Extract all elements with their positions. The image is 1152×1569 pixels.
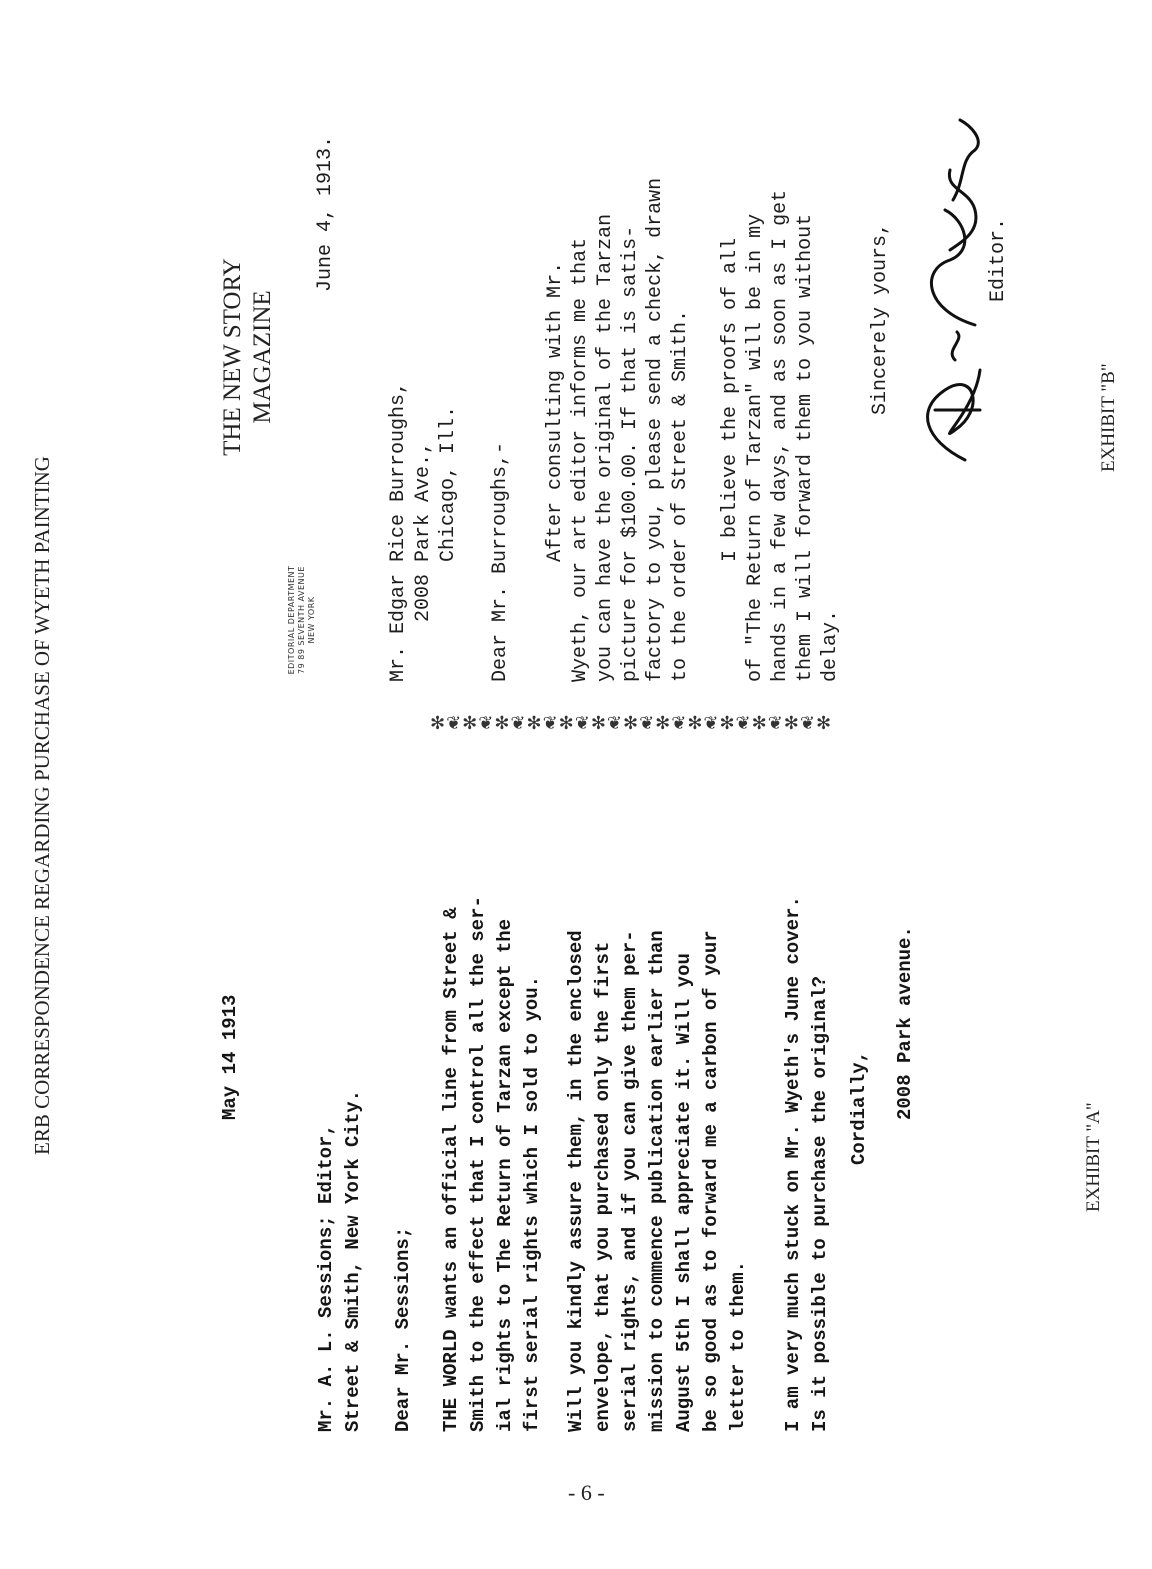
letter-a-paragraph-1 [438,896,546,1432]
letter-a-line: August 5th I shall appreciate it. Will you [673,953,695,1432]
letter-a-line: first serial rights which I sold to you. [521,975,543,1432]
letter-a-addressee-line: Street & Smith, New York City. [342,1089,364,1432]
letter-a-address: 2008 Park avenue. [894,926,916,1120]
letterhead-title-line: MAGAZINE [249,290,276,424]
letter-a-line: mission to commence publication earlier than [646,930,668,1432]
letter-b-line: hands in a few days, and as soon as I get [769,189,792,682]
letter-b-line: to the order of Street & Smith. [669,309,692,682]
letter-b-line: factory to you, please send a check, drawn [644,177,667,682]
letter-a-line: envelope, that you purchased only the first [592,941,614,1432]
letter-a-date: May 14 1913 [219,994,241,1120]
letter-b-salutation: Dear Mr. Burroughs,- [489,441,512,682]
handwritten-signature [905,110,995,470]
ornamental-divider: ✻❦✻❦✻❦✻❦✻❦✻❦✻❦✻❦✻❦✻❦✻❦✻❦✻ [430,713,833,734]
letter-b-line: I believe the proofs of all [719,237,742,682]
letter-b-line: picture for $100.00. If that is satis- [619,225,642,682]
letterhead-department [287,540,317,700]
letter-a-line: THE WORLD wants an official line from Street & [440,907,462,1432]
page-heading: ERB CORRESPONDENCE REGARDING PURCHASE OF WYETH PAINTING [30,456,54,1155]
letter-a-line: Will you kindly assure them, in the enclosed [565,930,587,1432]
letter-a-line: serial rights, and if you can give them per- [619,930,641,1432]
letter-b-line: delay. [819,609,842,682]
letter-b-addressee [386,382,461,682]
letter-a-line: ial rights to The Return of Tarzan except the [494,918,516,1432]
letter-b-paragraph-2 [718,190,843,682]
letter-a-salutation: Dear Mr. Sessions; [392,1226,414,1432]
letter-a-line: Is it possible to purchase the original? [809,975,831,1432]
letter-b-line: them I will forward them to you without [794,213,817,682]
department-line: EDITORIAL DEPARTMENT [287,565,296,675]
letter-b-line: Wyeth, our art editor informs me that [569,237,592,682]
letter-b-addressee-line: Chicago, Ill. [437,405,460,682]
letterhead-title [218,227,278,487]
letter-b-line: of "The Return of Tarzan" will be in my [744,213,767,682]
page-number: - 6 - [568,1480,605,1505]
letter-a-line: I am very much stuck on Mr. Wyeth's June cover. [782,896,804,1432]
department-line: 79 89 SEVENTH AVENUE [297,566,306,674]
exhibit-a-label: EXHIBIT "A" [1083,1102,1104,1212]
letter-b-signer-title: Editor. [987,217,1010,302]
exhibit-b-label: EXHIBIT "B" [1098,363,1119,472]
letter-a-paragraph-3 [780,896,834,1432]
letter-b-addressee-line: 2008 Park Ave., [412,441,435,682]
letterhead-title-line: THE NEW STORY [219,258,246,456]
letter-b-addressee-line: Mr. Edgar Rice Burroughs, [387,381,410,682]
department-line: NEW YORK [307,596,316,644]
letter-a-line: letter to them. [727,1260,749,1432]
letter-a-line: Smith to the effect that I control all the ser- [467,896,489,1432]
letter-b-sign-off: Sincerely yours, [869,222,892,415]
letter-b-paragraph-1 [543,178,693,682]
letter-a-addressee [313,1090,367,1432]
letter-a-line: be so good as to forward me a carbon of your [700,930,722,1432]
letter-a-addressee-line: Mr. A. L. Sessions; Editor, [315,1124,337,1432]
letter-b-date: June 4, 1913. [314,135,337,292]
letter-b-line: you can have the original of the Tarzan [594,213,617,682]
letter-b-line: After consulting with Mr. [544,261,567,682]
letter-a-closing: Cordially, [848,1050,870,1165]
letter-a-paragraph-2 [563,930,752,1432]
